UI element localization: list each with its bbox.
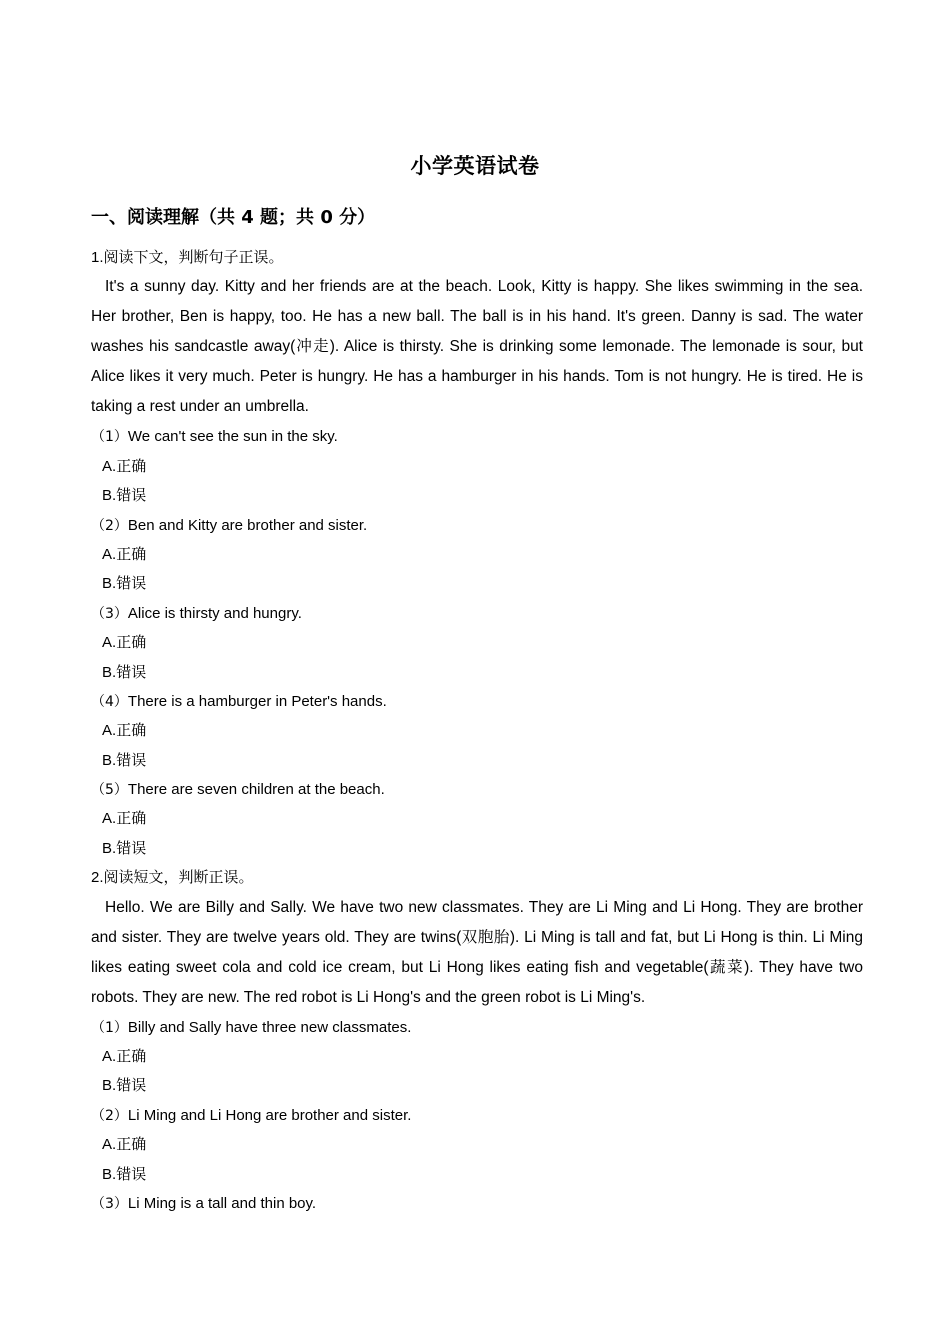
option-text: 正确 [116, 809, 147, 828]
option-letter: A. [102, 810, 117, 828]
sub-question-text: There is a hamburger in Peter's hands. [127, 692, 387, 710]
option-letter: A. [102, 634, 117, 652]
option-text: 错误 [116, 750, 147, 769]
sub-question-prompt [91, 1013, 863, 1042]
option-letter: B. [102, 1165, 117, 1183]
option-b[interactable] [91, 658, 863, 687]
sub-question-prompt [91, 1189, 863, 1218]
option-letter: A. [102, 1048, 117, 1066]
sub-question-text: We can't see the sun in the sky. [127, 428, 338, 446]
sub-question-label: （1） [91, 429, 128, 446]
option-letter: B. [102, 575, 117, 593]
question-instruction: 阅读下文，判断句子正误。 [103, 248, 284, 266]
sub-question-prompt [91, 422, 863, 451]
sub-question-prompt [91, 1101, 863, 1130]
section-heading: 一、阅读理解（共 4 题；共 0 分） [91, 207, 376, 228]
option-a[interactable] [91, 452, 863, 481]
option-a[interactable] [91, 540, 863, 569]
sub-question-text: Li Ming is a tall and thin boy. [127, 1194, 317, 1212]
option-a[interactable] [91, 716, 863, 745]
option-text: 错误 [116, 838, 147, 857]
sub-question-label: （3） [91, 1195, 128, 1212]
question-1 [91, 243, 863, 863]
option-letter: B. [102, 663, 117, 681]
sub-question-prompt [91, 775, 863, 804]
question-number: 2. [91, 869, 104, 887]
sub-question-label: （2） [91, 517, 128, 534]
option-b[interactable] [91, 1071, 863, 1100]
option-text: 正确 [116, 633, 147, 652]
question-intro [91, 243, 863, 272]
sub-question-prompt [91, 599, 863, 628]
sub-question-text: Ben and Kitty are brother and sister. [127, 516, 368, 534]
option-text: 错误 [116, 1076, 147, 1095]
option-a[interactable] [91, 628, 863, 657]
option-text: 正确 [116, 1135, 147, 1154]
sub-question [91, 1189, 863, 1218]
sub-question [91, 1013, 863, 1101]
option-text: 正确 [116, 456, 147, 475]
option-text: 错误 [116, 1164, 147, 1183]
option-letter: A. [102, 1136, 117, 1154]
question-intro [91, 863, 863, 892]
option-letter: A. [102, 545, 117, 563]
option-b[interactable] [91, 569, 863, 598]
option-b[interactable] [91, 481, 863, 510]
sub-question-prompt [91, 511, 863, 540]
option-text: 错误 [116, 486, 147, 505]
option-b[interactable] [91, 746, 863, 775]
option-text: 正确 [116, 721, 147, 740]
sub-question [91, 511, 863, 599]
reading-passage: Hello. We are Billy and Sally. We have two new classmates. They are Li Ming and Li Hong. They are brother and sister. They are twelve years old. They are twins(双胞胎). Li Ming is tall and fat, but Li Hong is thin. Li Ming likes eating sweet cola and cold ice cream, but Li Hong likes eating fish and vegetable(蔬菜). They have two robots. They are new. The red robot is Li Hong's and the green robot is Li Ming's. [91, 898, 863, 1006]
option-a[interactable] [91, 1042, 863, 1071]
sub-question-label: （3） [91, 605, 128, 622]
option-b[interactable] [91, 1160, 863, 1189]
option-text: 正确 [116, 1047, 147, 1066]
sub-question-label: （5） [91, 782, 128, 799]
sub-question [91, 422, 863, 510]
sub-question-text: Billy and Sally have three new classmates. [127, 1018, 412, 1036]
sub-question [91, 599, 863, 687]
option-a[interactable] [91, 804, 863, 833]
sub-question [91, 1101, 863, 1189]
sub-question-label: （4） [91, 693, 128, 710]
option-text: 错误 [116, 574, 147, 593]
option-letter: A. [102, 722, 117, 740]
page-title: 小学英语试卷 [410, 154, 540, 178]
option-letter: B. [102, 487, 117, 505]
sub-question [91, 687, 863, 775]
sub-question-text: There are seven children at the beach. [127, 781, 385, 799]
option-letter: B. [102, 839, 117, 857]
option-text: 正确 [116, 544, 147, 563]
questions-content [91, 243, 863, 1218]
question-number: 1. [91, 249, 104, 266]
option-letter: B. [102, 1077, 117, 1095]
sub-question-text: Li Ming and Li Hong are brother and sister. [127, 1106, 412, 1124]
option-b[interactable] [91, 834, 863, 863]
sub-question-label: （2） [91, 1107, 128, 1124]
option-letter: B. [102, 751, 117, 769]
sub-question-label: （1） [91, 1019, 128, 1036]
sub-question-text: Alice is thirsty and hungry. [127, 604, 302, 622]
sub-question-prompt [91, 687, 863, 716]
sub-question [91, 775, 863, 863]
question-instruction: 阅读短文，判断正误。 [103, 868, 254, 887]
reading-passage: It's a sunny day. Kitty and her friends are at the beach. Look, Kitty is happy. She likes swimming in the sea. Her brother, Ben is happy, too. He has a new ball. The ball is in his hand. It's green. Danny is sad. The water washes his sandcastle away(冲走). Alice is thirsty. She is drinking some lemonade. The lemonade is sour, but Alice likes it very much. Peter is hungry. He has a hamburger in his hands. Tom is not hungry. He is tired. He is taking a rest under an umbrella. [91, 278, 863, 416]
option-letter: A. [102, 457, 117, 475]
option-text: 错误 [116, 662, 147, 681]
option-a[interactable] [91, 1130, 863, 1159]
question-2 [91, 863, 863, 1218]
